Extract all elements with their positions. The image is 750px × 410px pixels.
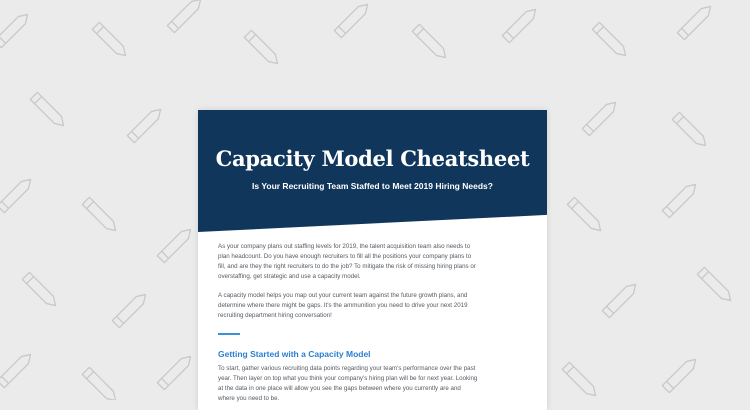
pencil-pattern-icon: [112, 291, 149, 328]
pencil-pattern-icon: [582, 99, 619, 136]
pencil-pattern-icon: [127, 106, 164, 143]
pencil-pattern-icon: [244, 30, 281, 67]
pencil-pattern-icon: [92, 22, 129, 59]
pencil-pattern-icon: [157, 226, 194, 263]
pencil-pattern-icon: [502, 6, 539, 43]
document-header: [198, 110, 547, 232]
pencil-pattern-icon: [602, 281, 639, 318]
pencil-pattern-icon: [0, 351, 34, 388]
pencil-pattern-icon: [0, 176, 34, 213]
pencil-pattern-icon: [677, 3, 714, 40]
document-subtitle: Is Your Recruiting Team Staffed to Meet 2019 Hiring Needs?: [252, 181, 493, 191]
pencil-pattern-icon: [82, 367, 119, 400]
pencil-pattern-icon: [0, 11, 31, 48]
pencil-pattern-icon: [662, 356, 699, 393]
section-paragraph: To start, gather various recruiting data points regarding your team's performance over the past year. Then layer on top what you think your company's hiring plan will be for next year. Looking at the data in one place will allow you see the gaps between where you currently are and where you need to be.: [218, 364, 478, 402]
capacity-model-paragraph: A capacity model helps you map out your current team against the future growth plans, and determine where there might be gaps. It's the ammunition you need to drive your next 2019 recruiting department hiring conversation!: [218, 292, 468, 319]
cheatsheet-document: [198, 110, 547, 410]
pencil-pattern-icon: [22, 272, 59, 309]
document-title: Capacity Model Cheatsheet: [215, 146, 530, 171]
pencil-pattern-icon: [157, 353, 194, 390]
section-divider: [218, 333, 240, 335]
pencil-pattern-icon: [82, 197, 119, 234]
pencil-pattern-icon: [412, 24, 449, 61]
intro-paragraph: As your company plans out staffing levels for 2019, the talent acquisition team also needs to plan headcount. Do you have enough recruiters to fill all the positions your company plans to fill, and are they the right recruiters to do the job? To mitigate the risk of missing hiring plans or overstaffing, get strategic and use a capacity model.: [218, 243, 476, 280]
pencil-pattern-icon: [672, 112, 709, 149]
pencil-pattern-icon: [334, 1, 371, 38]
pencil-pattern-icon: [167, 0, 204, 33]
pencil-pattern-icon: [697, 267, 734, 304]
pencil-pattern-icon: [30, 92, 67, 129]
section-heading: Getting Started with a Capacity Model: [218, 348, 371, 359]
document-body: [218, 242, 478, 410]
pencil-pattern-icon: [662, 181, 699, 218]
pencil-pattern-icon: [567, 197, 604, 234]
pencil-pattern-icon: [592, 22, 629, 59]
pencil-pattern-icon: [562, 362, 599, 399]
